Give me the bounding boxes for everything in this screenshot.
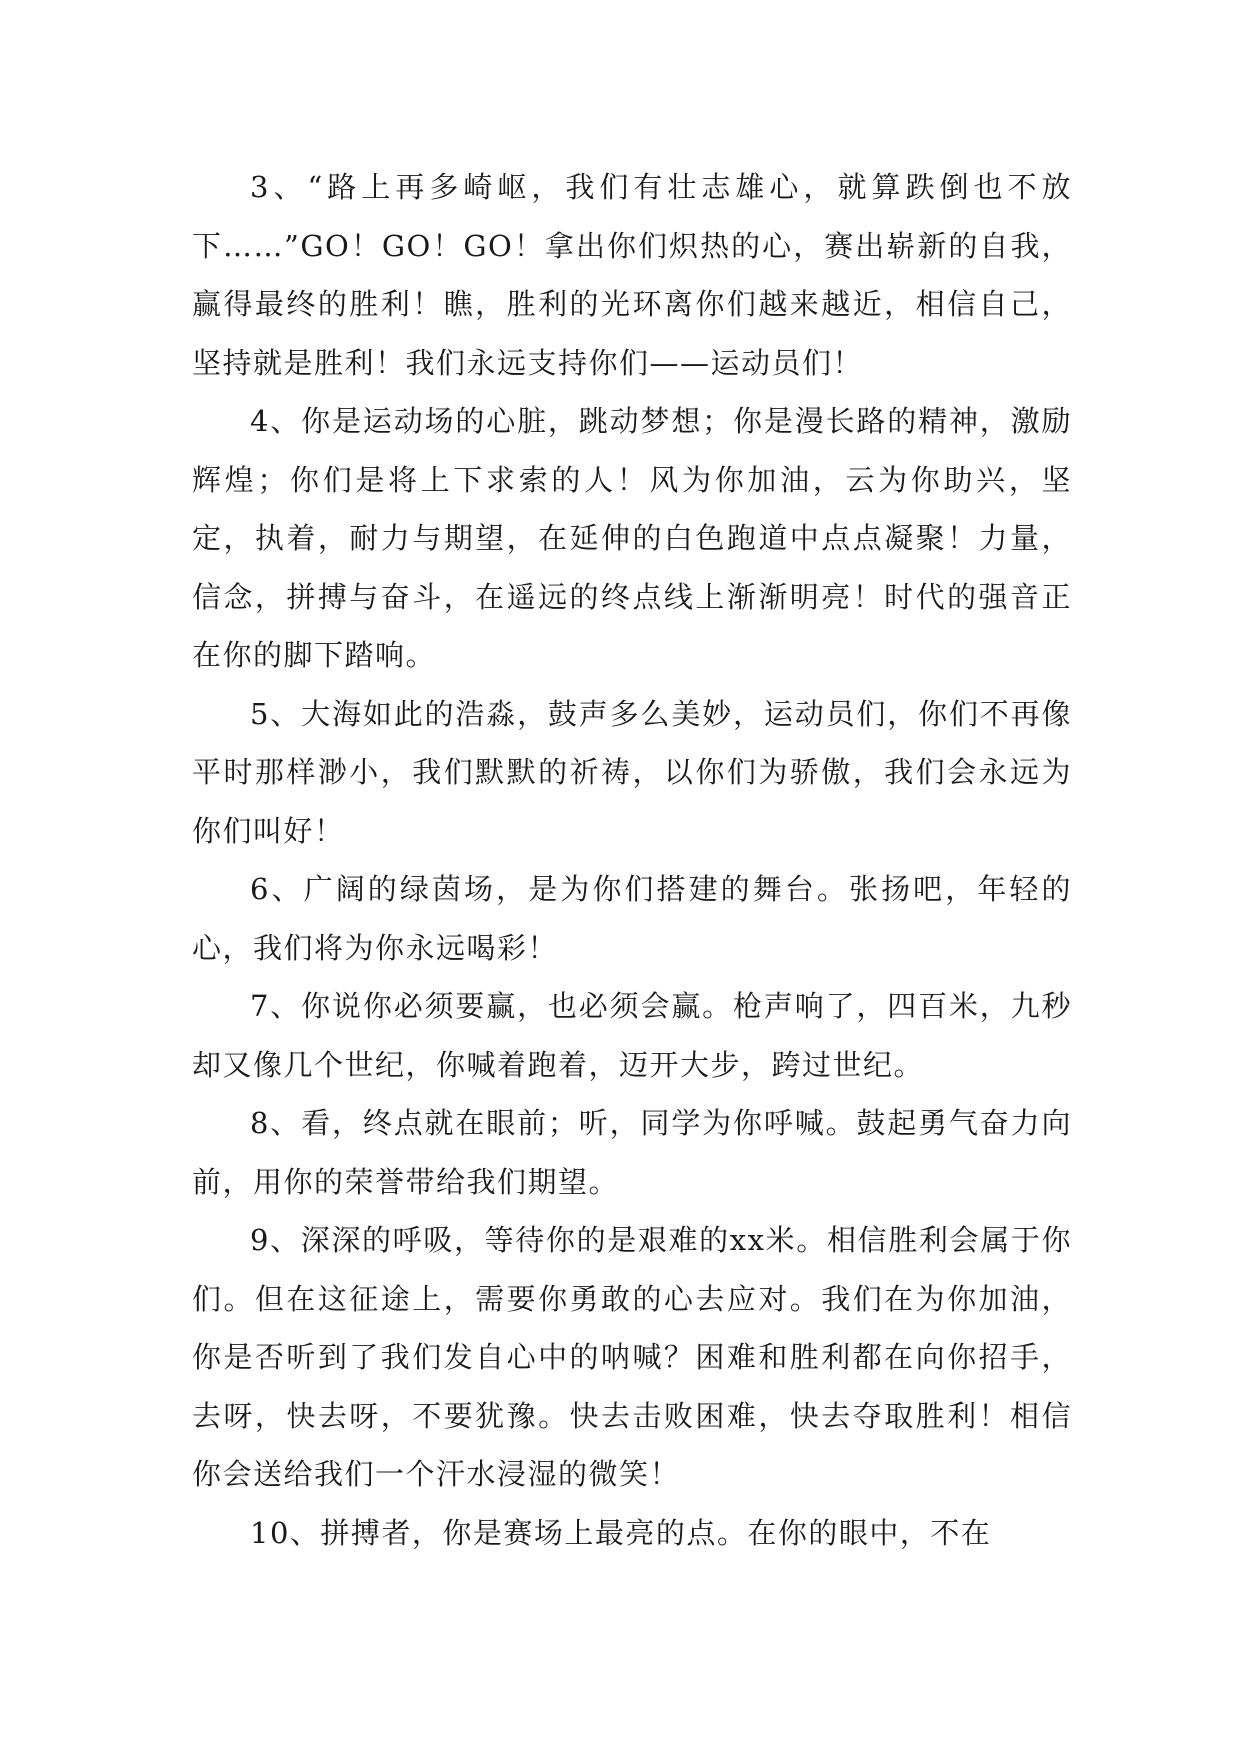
paragraph-4: 4、你是运动场的心脏，跳动梦想；你是漫长路的精神，激励辉煌；你们是将上下求索的人！风为你加油，云为你助兴，坚定，执着，耐力与期望，在延伸的白色跑道中点点凝聚！力量，信念，拼搏与奋斗，在遥远的终点线上渐渐明亮！时代的强音正在你的脚下踏响。	[192, 404, 1072, 672]
paragraph-5: 5、大海如此的浩淼，鼓声多么美妙，运动员们，你们不再像平时那样渺小，我们默默的祈祷，以你们为骄傲，我们会永远为你们叫好！	[192, 696, 1072, 848]
document-body	[192, 158, 1072, 1562]
paragraph-7: 7、你说你必须要赢，也必须会赢。枪声响了，四百米，九秒却又像几个世纪，你喊着跑着，迈开大步，跨过世纪。	[192, 989, 1072, 1082]
paragraph-8: 8、看，终点就在眼前；听，同学为你呼喊。鼓起勇气奋力向前，用你的荣誉带给我们期望。	[192, 1106, 1072, 1199]
paragraph-9: 9、深深的呼吸，等待你的是艰难的xx米。相信胜利会属于你们。但在这征途上，需要你勇敢的心去应对。我们在为你加油，你是否听到了我们发自心中的呐喊？困难和胜利都在向你招手，去呀，快去呀，不要犹豫。快去击败困难，快去夺取胜利！相信你会送给我们一个汗水浸湿的微笑！	[192, 1223, 1072, 1491]
paragraph-3: 3、“路上再多崎岖，我们有壮志雄心，就算跌倒也不放下……”GO！GO！GO！拿出你们炽热的心，赛出崭新的自我，赢得最终的胜利！瞧，胜利的光环离你们越来越近，相信自己，坚持就是胜利！我们永远支持你们——运动员们！	[192, 170, 1072, 380]
paragraph-10: 10、拼搏者，你是赛场上最亮的点。在你的眼中，不在	[250, 1515, 992, 1550]
paragraph-6: 6、广阔的绿茵场，是为你们搭建的舞台。张扬吧，年轻的心，我们将为你永远喝彩！	[192, 872, 1072, 965]
